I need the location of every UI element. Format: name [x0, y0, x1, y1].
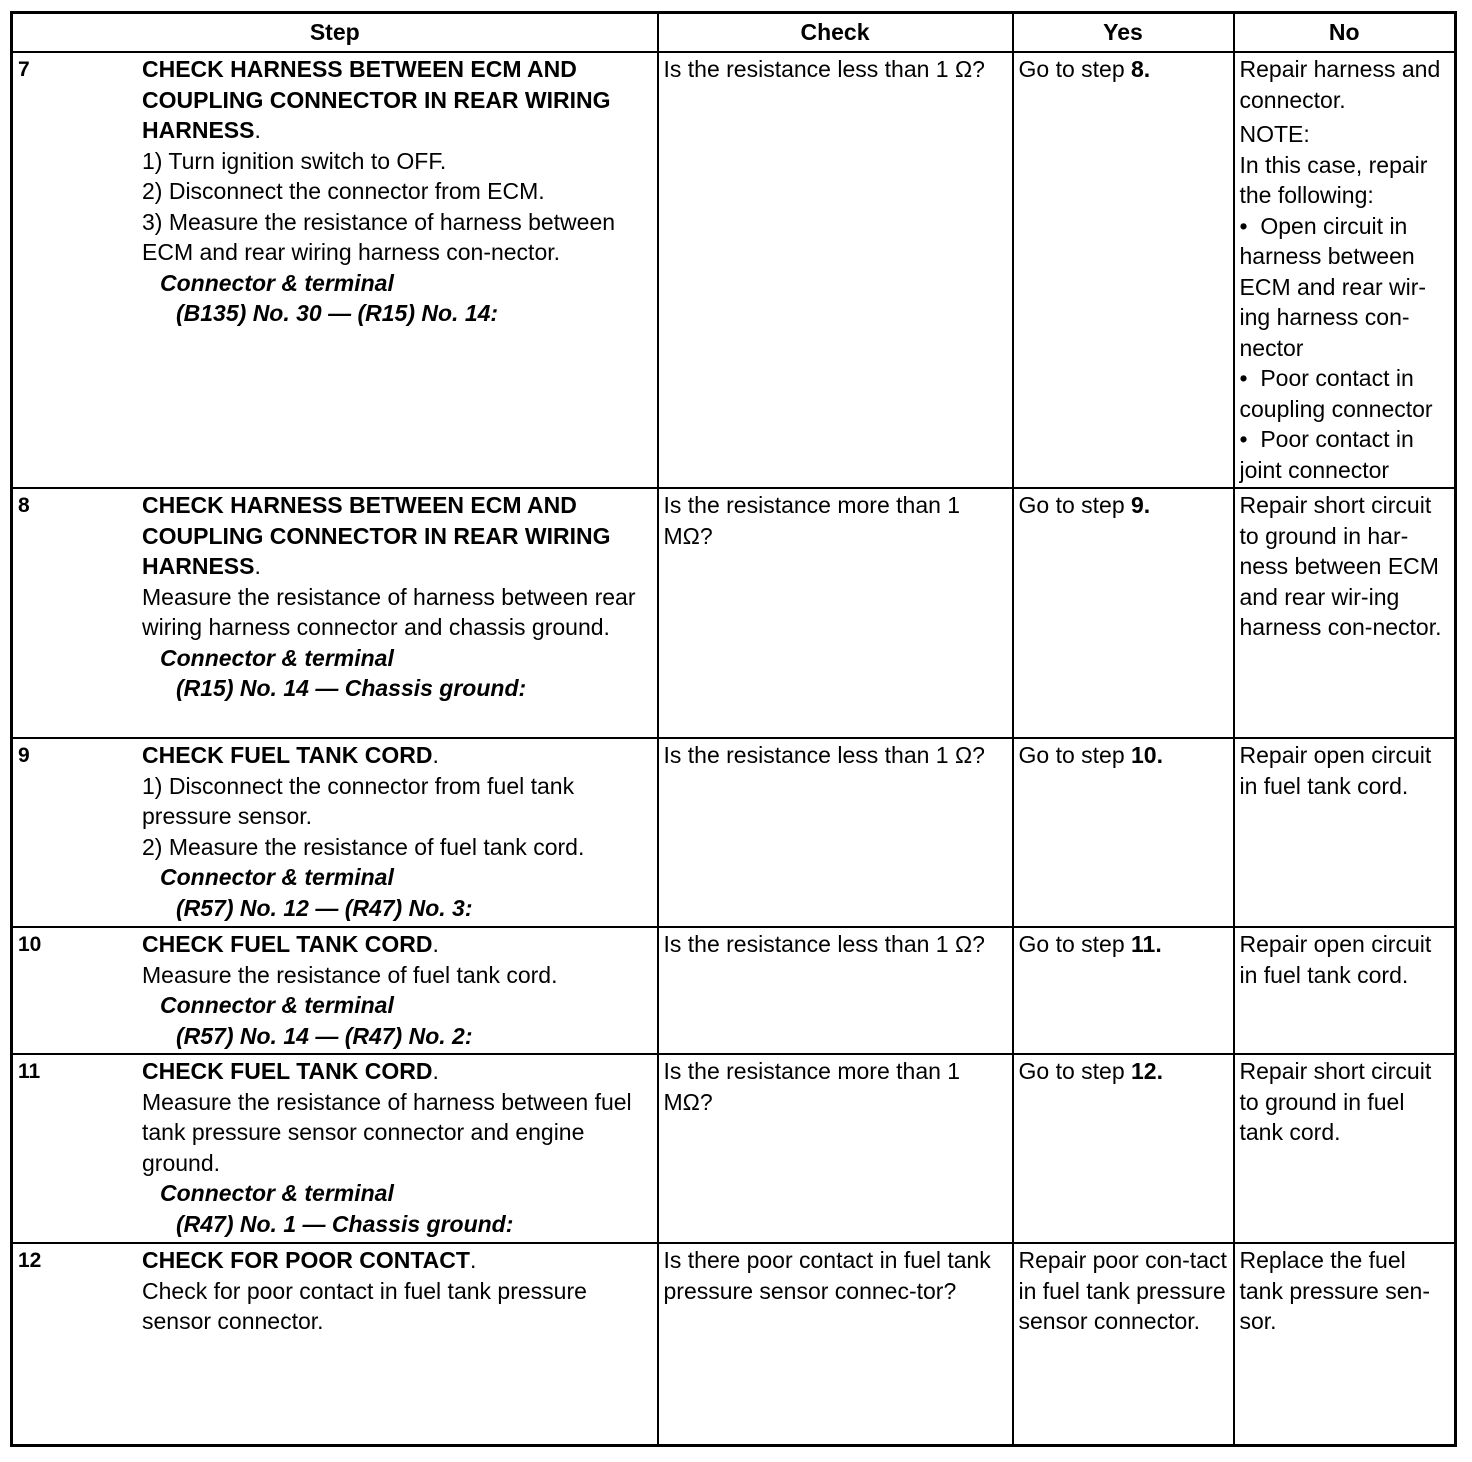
- no-text: Repair short circuit to ground in fuel tank cord.: [1239, 1058, 1432, 1145]
- check-cell: [658, 52, 1013, 488]
- header-row: [12, 13, 1456, 53]
- connector-value: (R57) No. 14 — (R47) No. 2:: [176, 1022, 473, 1049]
- no-cell: [1234, 1054, 1456, 1243]
- no-text: Repair short circuit to ground in har-ness between ECM and rear wir-ing harness con-nector.: [1239, 492, 1442, 640]
- diagnostic-table: [10, 11, 1457, 1447]
- no-text: Replace the fuel tank pressure sen-sor.: [1239, 1247, 1430, 1334]
- yes-text: Go to step: [1018, 742, 1132, 768]
- step-title: CHECK FUEL TANK CORD: [142, 742, 433, 768]
- table-row: [12, 1243, 1456, 1446]
- step-title: CHECK FUEL TANK CORD: [142, 1058, 433, 1084]
- yes-cell: [1013, 1054, 1234, 1243]
- step-number: 7: [18, 58, 30, 81]
- note-bullet: • Open circuit in harness between ECM and rear wir-ing harness con-nector: [1240, 211, 1450, 364]
- yes-text: Go to step: [1018, 56, 1132, 82]
- yes-step: 11.: [1131, 931, 1162, 957]
- step-title: CHECK FUEL TANK CORD: [142, 931, 433, 957]
- no-text: Repair open circuit in fuel tank cord.: [1239, 742, 1432, 799]
- no-cell: [1234, 738, 1456, 927]
- check-cell: [658, 927, 1013, 1054]
- no-text: Repair harness and connector.: [1239, 56, 1441, 113]
- connector-value: (R47) No. 1 — Chassis ground:: [176, 1210, 514, 1237]
- no-cell: [1234, 1243, 1456, 1446]
- table-row: [12, 927, 1456, 1054]
- connector-value: (R57) No. 12 — (R47) No. 3:: [176, 894, 473, 921]
- note-bullet: • Poor contact in coupling connector: [1240, 363, 1450, 424]
- check-text: Is the resistance more than 1 MΩ?: [663, 1058, 961, 1115]
- step-cell: 12 CHECK FOR POOR CONTACT. Check for poor contact in fuel tank pressure sensor connector.: [12, 1243, 658, 1446]
- step-line: 1) Turn ignition switch to OFF.: [142, 147, 447, 174]
- check-cell: [658, 1243, 1013, 1446]
- yes-cell: [1013, 738, 1234, 927]
- no-text: Repair open circuit in fuel tank cord.: [1239, 931, 1432, 988]
- check-text: Is the resistance less than 1 Ω?: [663, 931, 985, 957]
- connector-value: (B135) No. 30 — (R15) No. 14:: [176, 300, 499, 326]
- table-row: [12, 1054, 1456, 1243]
- yes-step: 12.: [1131, 1058, 1163, 1084]
- step-cell: 10 CHECK FUEL TANK CORD. Measure the resistance of fuel tank cord. Connector & terminal (R57) No. 14 — (R47) No. 2:: [12, 927, 658, 1054]
- step-line: Measure the resistance of harness between fuel tank pressure sensor connector and engine ground.: [142, 1088, 632, 1176]
- yes-step: 8.: [1131, 56, 1151, 82]
- connector-value: (R15) No. 14 — Chassis ground:: [176, 675, 527, 701]
- check-text: Is the resistance more than 1 MΩ?: [663, 492, 961, 549]
- step-title: CHECK FOR POOR CONTACT: [142, 1247, 470, 1273]
- yes-cell: [1013, 52, 1234, 488]
- yes-text: Go to step: [1018, 931, 1132, 957]
- step-line: Check for poor contact in fuel tank pressure sensor connector.: [142, 1277, 587, 1334]
- table-row: [12, 52, 1456, 488]
- check-text: Is the resistance less than 1 Ω?: [663, 56, 985, 82]
- yes-text: Go to step: [1018, 1058, 1132, 1084]
- step-line: 2) Disconnect the connector from ECM.: [142, 178, 545, 204]
- yes-step: 10.: [1131, 742, 1163, 768]
- table-row: [12, 488, 1456, 738]
- yes-cell: [1013, 488, 1234, 738]
- connector-label: Connector & terminal: [160, 864, 394, 890]
- step-number: 11: [18, 1060, 41, 1083]
- step-title: CHECK HARNESS BETWEEN ECM AND COUPLING CONNECTOR IN REAR WIRING HARNESS: [142, 56, 611, 143]
- check-cell: [658, 488, 1013, 738]
- connector-label: Connector & terminal: [160, 644, 394, 671]
- no-cell: [1234, 488, 1456, 738]
- step-cell: 8 CHECK HARNESS BETWEEN ECM AND COUPLING CONNECTOR IN REAR WIRING HARNESS. Measure the resistance of harness between rear wiring harness connector and chassis ground. Connector & terminal (R15) No. 14 — Chassis ground:: [12, 488, 658, 738]
- step-title: CHECK HARNESS BETWEEN ECM AND COUPLING CONNECTOR IN REAR WIRING HARNESS: [142, 492, 611, 579]
- yes-text: Repair poor con-tact in fuel tank pressure sensor connector.: [1018, 1247, 1227, 1334]
- note-text: In this case, repair the following:: [1239, 151, 1428, 208]
- check-text: Is there poor contact in fuel tank pressure sensor connec-tor?: [663, 1247, 991, 1304]
- step-line: 1) Disconnect the connector from fuel tank pressure sensor.: [142, 772, 575, 829]
- step-cell: 11 CHECK FUEL TANK CORD. Measure the resistance of harness between fuel tank pressure sensor connector and engine ground. Connector & terminal (R47) No. 1 — Chassis ground:: [12, 1054, 658, 1243]
- step-number: 10: [18, 933, 42, 956]
- yes-text: Go to step: [1018, 492, 1132, 518]
- step-line: 2) Measure the resistance of fuel tank cord.: [142, 833, 585, 860]
- step-line: Measure the resistance of fuel tank cord.: [142, 961, 558, 988]
- step-number: 8: [18, 494, 30, 517]
- no-cell: [1234, 52, 1456, 488]
- step-line: 3) Measure the resistance of harness between ECM and rear wiring harness con-nector.: [142, 208, 616, 265]
- check-text: Is the resistance less than 1 Ω?: [663, 742, 985, 768]
- header-check: Check: [658, 13, 1013, 53]
- step-cell: 7 CHECK HARNESS BETWEEN ECM AND COUPLING CONNECTOR IN REAR WIRING HARNESS. 1) Turn ignition switch to OFF. 2) Disconnect the connector from ECM. 3) Measure the resistance of harness between ECM and rear wiring harness con-nector. Connector & terminal (B135) No. 30 — (R15) No. 14:: [12, 52, 658, 488]
- check-cell: [658, 738, 1013, 927]
- yes-step: 9.: [1131, 492, 1151, 518]
- yes-cell: [1013, 1243, 1234, 1446]
- yes-cell: [1013, 927, 1234, 1054]
- step-line: Measure the resistance of harness between rear wiring harness connector and chassis ground.: [142, 583, 636, 640]
- connector-label: Connector & terminal: [160, 992, 394, 1018]
- table-row: [12, 738, 1456, 927]
- header-no: No: [1234, 13, 1456, 53]
- header-yes: Yes: [1013, 13, 1234, 53]
- step-cell: 9 CHECK FUEL TANK CORD. 1) Disconnect the connector from fuel tank pressure sensor. 2) Measure the resistance of fuel tank cord. Connector & terminal (R57) No. 12 — (R47) No. 3:: [12, 738, 658, 927]
- connector-label: Connector & terminal: [160, 1180, 394, 1206]
- note-bullet: • Poor contact in joint connector: [1240, 424, 1450, 485]
- step-number: 12: [18, 1249, 42, 1272]
- header-step: Step: [12, 13, 658, 53]
- connector-label: Connector & terminal: [160, 269, 394, 296]
- no-cell: [1234, 927, 1456, 1054]
- step-number: 9: [18, 744, 30, 767]
- check-cell: [658, 1054, 1013, 1243]
- note-label: NOTE:: [1239, 121, 1310, 147]
